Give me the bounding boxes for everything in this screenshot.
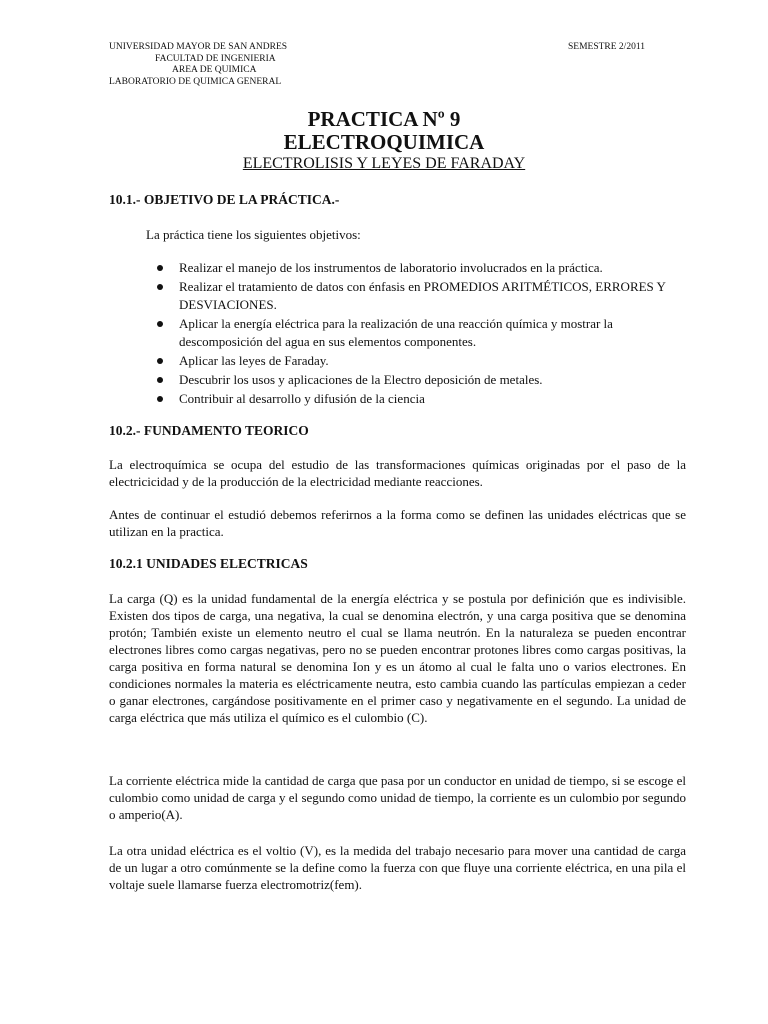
bullet-icon bbox=[157, 265, 163, 271]
faculty-name: FACULTAD DE INGENIERIA bbox=[155, 53, 276, 64]
practice-title: PRACTICA Nº 9 bbox=[307, 107, 461, 131]
subtitle: ELECTROLISIS Y LEYES DE FARADAY bbox=[242, 155, 526, 172]
subject-title: ELECTROQUIMICA bbox=[283, 130, 485, 154]
semester-label: SEMESTRE 2/2011 bbox=[568, 42, 645, 52]
university-name: UNIVERSIDAD MAYOR DE SAN ANDRES bbox=[109, 42, 288, 52]
theory-paragraph-1: La electroquímica se ocupa del estudio de las transformaciones químicas originadas por el paso de la electricicidad y de la producción de la electricidad mediante reacciones. bbox=[109, 457, 686, 489]
list-item-text: Realizar el manejo de los instrumentos de laboratorio involucrados en la práctica. bbox=[179, 260, 603, 275]
objectives-list bbox=[153, 259, 693, 409]
area-name: AREA DE QUIMICA bbox=[172, 65, 257, 75]
units-paragraph-1: La carga (Q) es la unidad fundamental de la energía eléctrica y se postula por definición que es indivisible. Existen dos tipos de carga, una negativa, la cual se denomina electrón, y una carga positiva que se denomina protón; También existe un elemento neutro el cual se llama neutrón. En la naturaleza se pueden encontrar electrones libres como cargas negativas, pero no se pueden encontrar protones libres como cargas positivas, la carga positiva en forma natural se denomina Ion y es un átomo al cual le falta uno o varios electrones. En condiciones normales la materia es eléctricamente neutra, esto cambia cuando las partículas empiezan a ceder o ganar electrones, cargándose positivamente en el primer caso y negativamente en el segundo. La unidad de carga eléctrica que más utiliza el químico es el culombio (C). bbox=[109, 591, 686, 725]
list-item-text: Descubrir los usos y aplicaciones de la Electro deposición de metales. bbox=[179, 372, 543, 387]
theory-heading: 10.2.- FUNDAMENTO TEORICO bbox=[109, 423, 309, 438]
list-item-text: Realizar el tratamiento de datos con énfasis en PROMEDIOS ARITMÉTICOS, ERRORES Y DESVIACIONES. bbox=[179, 279, 666, 312]
bullet-icon bbox=[157, 284, 163, 290]
units-heading: 10.2.1 UNIDADES ELECTRICAS bbox=[109, 556, 308, 571]
list-item-text: Aplicar la energía eléctrica para la realización de una reacción química y mostrar la descomposición del agua en sus elementos componentes. bbox=[179, 316, 613, 349]
units-paragraph-3: La otra unidad eléctrica es el voltio (V), es la medida del trabajo necesario para mover una cantidad de carga de un lugar a otro comúnmente se la define como la fuerza con que fluye una corriente eléctrica, en una pila el voltaje suele llamarse fuerza electromotriz(fem). bbox=[109, 843, 686, 892]
list-item bbox=[153, 371, 693, 389]
list-item-text: Contribuir al desarrollo y difusión de la ciencia bbox=[179, 391, 425, 406]
list-item bbox=[153, 259, 693, 277]
bullet-icon bbox=[157, 377, 163, 383]
lab-name: LABORATORIO DE QUIMICA GENERAL bbox=[109, 76, 282, 87]
list-item bbox=[153, 352, 693, 370]
bullet-icon bbox=[157, 321, 163, 327]
list-item-text: Aplicar las leyes de Faraday. bbox=[179, 353, 329, 368]
units-paragraph-2: La corriente eléctrica mide la cantidad de carga que pasa por un conductor en unidad de tiempo, si se escoge el culombio como unidad de carga y el segundo como unidad de tiempo, la corriente es un culombio por segundo o amperio(A). bbox=[109, 773, 686, 822]
list-item bbox=[153, 390, 693, 408]
bullet-icon bbox=[157, 358, 163, 364]
objective-heading: 10.1.- OBJETIVO DE LA PRÁCTICA.- bbox=[109, 192, 340, 207]
bullet-icon bbox=[157, 396, 163, 402]
theory-paragraph-2: Antes de continuar el estudió debemos referirnos a la forma como se definen las unidades eléctricas que se utilizan en la practica. bbox=[109, 507, 686, 539]
institution-header bbox=[109, 42, 287, 88]
list-item bbox=[153, 315, 693, 351]
objectives-intro: La práctica tiene los siguientes objetivos: bbox=[146, 227, 361, 242]
list-item bbox=[153, 278, 693, 314]
